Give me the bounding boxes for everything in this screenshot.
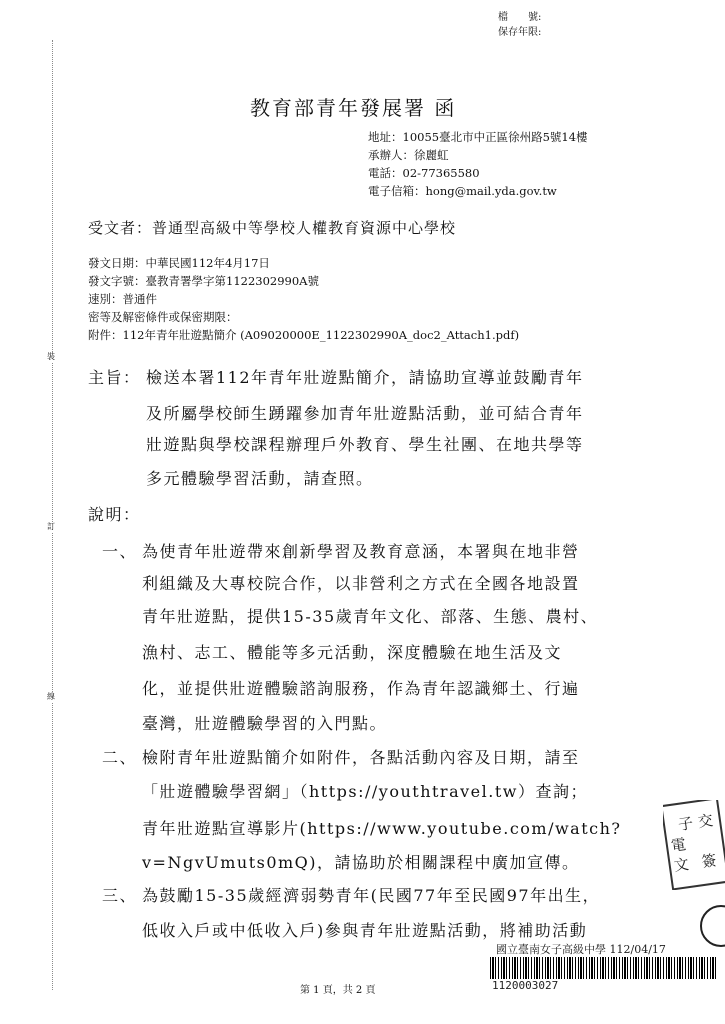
official-seal-stamp [663,800,725,890]
subject-line: 壯遊點與學校課程辦理戶外教育、學生社團、在地共學等 [146,435,584,454]
sender-address: 地址：10055臺北市中正區徐州路5號14樓 [368,130,588,144]
item-number: 二、 [102,748,138,767]
item-number: 三、 [102,886,138,905]
svg-text:文: 文 [672,855,690,875]
page-number: 第 1 頁，共 2 頁 [300,985,376,996]
item-line: 為鼓勵15-35歲經濟弱勢青年(民國77年至民國97年出生， [142,886,601,905]
subject-line: 及所屬學校師生踴躍參加青年壯遊點活動，並可結合青年 [146,404,584,423]
binding-mark-ding: 訂 [47,522,55,531]
sender-email: 電子信箱：hong@mail.yda.gov.tw [368,184,557,198]
sender-phone: 電話：02-77365580 [368,166,480,180]
issue-date: 發文日期：中華民國112年4月17日 [88,256,270,270]
document-title: 教育部青年發展署 函 [250,96,457,120]
explanation-label: 說明： [88,505,141,524]
retention-label: 保存年限: [498,27,542,38]
item-line: 利組織及大專校院合作，以非營利之方式在全國各地設置 [142,574,580,593]
subject-line: 多元體驗學習活動，請查照。 [146,469,374,488]
svg-text:簽: 簽 [700,851,718,872]
binding-line [52,40,53,990]
document-number: 發文字號：臺教青署學字第1122302990A號 [88,274,319,288]
attachment: 附件：112年青年壯遊點簡介 (A09020000E_1122302990A_doc2_Attach1.pdf) [88,328,520,342]
item-line: 「壯遊體驗學習網」（https://youthtravel.tw）查詢； [142,782,588,801]
item-line: 青年壯遊點宣導影片(https://www.youtube.com/watch? [142,819,622,838]
binding-mark-xian: 線 [47,692,55,701]
item-line: 檢附青年壯遊點簡介如附件，各點活動內容及日期，請至 [142,748,580,767]
file-number-label: 檔 號: [498,12,542,23]
item-line: 為使青年壯遊帶來創新學習及教育意涵，本署與在地非營 [142,542,580,561]
item-line: 化，並提供壯遊體驗諮詢服務，作為青年認識鄉土、行遍 [142,679,580,698]
item-line: 青年壯遊點，提供15-35歲青年文化、部落、生態、農村、 [142,607,599,626]
recipient: 受文者：普通型高級中等學校人權教育資源中心學校 [88,219,457,237]
receipt-number: 1120003027 [492,979,559,992]
barcode [490,957,718,979]
receipt-school-date: 國立臺南女子高級中學 112/04/17 [496,943,666,956]
svg-text:交: 交 [696,811,715,832]
subject-line: 檢送本署112年青年壯遊點簡介，請協助宣導並鼓勵青年 [146,368,584,387]
delivery-speed: 速別：普通件 [88,292,157,306]
item-line: 臺灣，壯遊體驗學習的入門點。 [142,714,388,733]
subject-label: 主旨： [88,368,141,387]
svg-text:子: 子 [676,814,695,834]
item-line: 低收入戶或中低收入戶)參與青年壯遊點活動，將補助活動 [142,921,588,940]
secrecy-level: 密等及解密條件或保密期限： [88,310,238,324]
sender-contact: 承辦人：徐麗虹 [368,148,449,162]
svg-text:電: 電 [669,835,688,856]
receipt-stamp-circle [700,905,725,947]
binding-mark-zhuang: 裝 [47,352,55,361]
item-line: v=NgvUmuts0mQ)，請協助於相關課程中廣加宣傳。 [142,853,580,872]
item-number: 一、 [102,542,138,561]
item-line: 漁村、志工、體能等多元活動，深度體驗在地生活及文 [142,643,563,662]
